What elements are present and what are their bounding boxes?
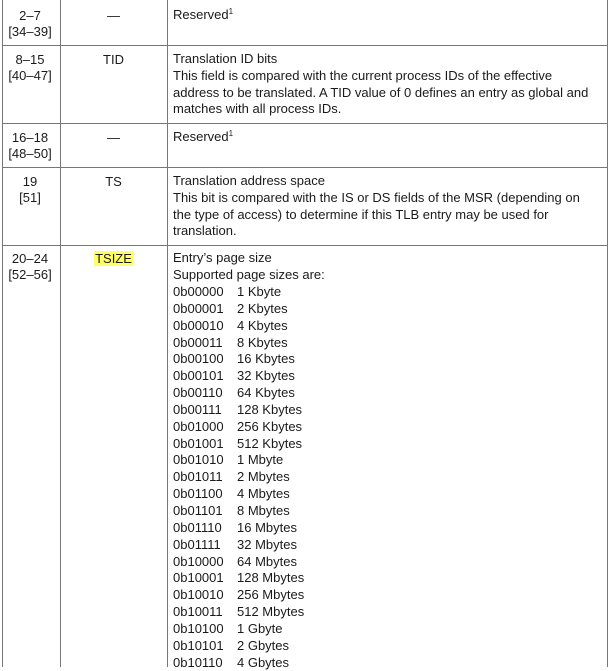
page-size-item	[173, 301, 605, 318]
page-size-item	[173, 419, 605, 436]
table-row	[0, 245, 615, 670]
page-size-code: 0b10100	[173, 620, 224, 636]
page-size-value: 4 Gbytes	[237, 654, 290, 670]
page-size-value: 512 Mbytes	[237, 604, 305, 620]
page-size-value: 4 Kbytes	[237, 317, 288, 333]
page-size-item	[173, 436, 605, 453]
description-cell: Translation ID bits This field is compared with the current process IDs of the effective address to be translated. A TID value of 0 defines an entry as global and matches with all process IDs.	[173, 51, 589, 117]
bits-cell: 20–24 [52–56]	[8, 251, 52, 282]
page-size-item	[173, 486, 605, 503]
page-size-value: 16 Mbytes	[237, 519, 297, 535]
page-size-value: 32 Mbytes	[237, 536, 297, 552]
page-size-code: 0b10010	[173, 587, 224, 603]
bits-cell: 8–15 [40–47]	[8, 52, 52, 83]
page-size-code: 0b10000	[173, 553, 224, 569]
page-size-list	[173, 284, 605, 671]
page-size-code: 0b01011	[173, 469, 223, 485]
page-size-code: 0b01111	[173, 536, 221, 552]
page-size-value: 8 Kbytes	[237, 334, 288, 350]
page-size-code: 0b00000	[173, 284, 224, 299]
page-size-item	[173, 318, 605, 335]
page-size-value: 4 Mbytes	[237, 486, 290, 502]
field-name: TID	[103, 52, 124, 67]
field-name	[60, 251, 167, 267]
field-name: —	[107, 130, 120, 145]
field-name: —	[107, 8, 120, 23]
page-size-code: 0b01100	[173, 486, 223, 502]
page-size-value: 128 Kbytes	[237, 401, 303, 417]
table-row	[0, 0, 615, 45]
page-size-code: 0b01010	[173, 452, 224, 468]
page-size-value: 128 Mbytes	[237, 570, 305, 586]
page-size-code: 0b00101	[173, 368, 224, 384]
description-cell: Reserved$^1$	[173, 7, 234, 22]
footnote-marker: 1	[228, 129, 234, 138]
page-size-code: 0b10011	[173, 604, 223, 620]
page-size-code: 0b00100	[173, 351, 224, 367]
bits-cell: 16–18 [48–50]	[8, 130, 52, 161]
page-size-value: 2 Gbytes	[237, 637, 290, 653]
page-size-value: 512 Kbytes	[237, 435, 303, 451]
highlighted-field-name: TSIZE	[95, 251, 132, 266]
page-size-code: 0b10001	[173, 570, 224, 586]
page-size-value: 256 Mbytes	[237, 587, 305, 603]
page-size-value: 256 Kbytes	[237, 418, 303, 434]
table-row	[0, 167, 615, 245]
description-cell: Translation address space This bit is compared with the IS or DS fields of the MSR (depending on the type of access) to determine if this TLB entry may be used for translation.	[173, 173, 580, 239]
bits-cell: 2–7 [34–39]	[8, 8, 52, 39]
page-size-value: 8 Mbytes	[237, 502, 290, 518]
page-size-item	[173, 537, 605, 554]
page-size-item	[173, 655, 605, 671]
description-cell: Reserved$^1$	[173, 129, 234, 144]
page-size-item	[173, 335, 605, 352]
page-size-item	[173, 570, 605, 587]
page-size-code: 0b10101	[173, 637, 224, 653]
page-size-value: 64 Kbytes	[237, 385, 295, 401]
page-size-code: 0b01110	[173, 519, 222, 535]
page-size-code: 0b00111	[173, 401, 222, 417]
page-size-code: 0b00001	[173, 300, 224, 316]
page-size-value: 2 Kbytes	[237, 300, 288, 316]
page-size-value: 1 Gbyte	[237, 620, 283, 636]
bits-cell: 19 [51]	[19, 174, 41, 205]
page-size-item	[173, 503, 605, 520]
page-size-code: 0b00010	[173, 317, 224, 333]
page-size-item	[173, 385, 605, 402]
page-size-code: 0b00011	[173, 334, 223, 350]
page-size-item	[173, 604, 605, 621]
footnote-marker: 1	[228, 7, 234, 16]
page-size-item	[173, 621, 605, 638]
description-cell: Entry’s page size Supported page sizes are:	[173, 250, 325, 282]
page-size-value: 2 Mbytes	[237, 469, 290, 485]
page-size-item	[173, 554, 605, 571]
page-size-value: 16 Kbytes	[237, 351, 295, 367]
page-size-code: 0b01101	[173, 502, 223, 518]
page-size-value: 64 Mbytes	[237, 553, 297, 569]
page-size-item	[173, 402, 605, 419]
table-row	[0, 123, 615, 167]
page-size-value: 1 Mbyte	[237, 452, 284, 468]
page-size-item	[173, 284, 605, 301]
page-size-item	[173, 469, 605, 486]
page-size-item	[173, 452, 605, 469]
page-size-item	[173, 638, 605, 655]
page-size-item	[173, 351, 605, 368]
page-size-code: 0b00110	[173, 385, 223, 401]
page-size-item	[173, 520, 605, 537]
page-size-value: 1 Kbyte	[237, 284, 282, 299]
page-size-code: 0b01001	[173, 435, 224, 451]
page-size-code: 0b10110	[173, 654, 223, 670]
page-size-item	[173, 587, 605, 604]
page-size-item	[173, 368, 605, 385]
field-name: TS	[105, 174, 122, 189]
page-size-value: 32 Kbytes	[237, 368, 295, 384]
page-size-code: 0b01000	[173, 418, 224, 434]
table-row	[0, 45, 615, 123]
